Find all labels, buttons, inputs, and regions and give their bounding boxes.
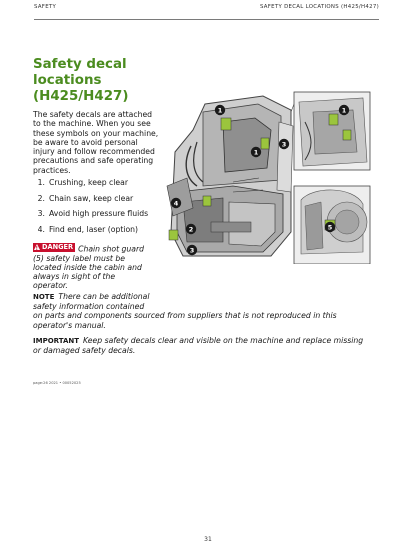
list-item-number: 3.	[37, 209, 45, 219]
intro-paragraph: The safety decals are attached to the machine. When you see these symbols on your machine, be aware to avoid personal injury and follow recommended precautions and safe operating practices.	[33, 110, 159, 175]
list-item-number: 1.	[37, 178, 45, 187]
page-number: 31	[204, 536, 212, 543]
decal-laser	[203, 196, 211, 206]
header-section: SAFETY	[34, 4, 57, 10]
decal-list	[33, 178, 163, 241]
header-topic: SAFETY DECAL LOCATIONS (H425/H427)	[259, 4, 379, 10]
list-item-number: 4.	[37, 225, 45, 235]
note-label: NOTE	[33, 293, 55, 301]
danger-notice	[33, 243, 151, 290]
decal-chain-saw	[169, 230, 178, 240]
callout-1c	[339, 105, 349, 115]
svg-text:1: 1	[341, 106, 347, 115]
danger-badge	[33, 243, 75, 252]
svg-text:2: 2	[188, 225, 194, 234]
callout-3b	[187, 245, 197, 255]
list-item-text: Avoid high pressure fluids	[49, 209, 149, 219]
document-reference: page:26 2021 • 00052025	[33, 381, 81, 385]
list-item-text: Find end, laser (option)	[49, 225, 139, 235]
note-text-part1: There can be additional safety information contained	[33, 292, 150, 312]
danger-badge-label: DANGER	[42, 242, 74, 251]
warning-triangle-icon	[34, 244, 40, 250]
callout-5	[325, 222, 335, 232]
svg-text:4: 4	[173, 199, 179, 208]
callout-1a	[215, 105, 225, 115]
callout-3a	[279, 139, 289, 149]
important-label: IMPORTANT	[33, 337, 80, 345]
list-item	[33, 178, 163, 194]
important-block	[33, 336, 373, 355]
list-item	[33, 209, 163, 225]
list-item	[33, 194, 163, 210]
header-divider	[34, 19, 379, 20]
list-item-number: 2.	[37, 193, 45, 203]
note-text-part2: on parts and components sourced from suppliers that is not reproduced in this operator's manual.	[33, 311, 337, 330]
svg-text:1: 1	[253, 148, 259, 157]
callout-4	[171, 198, 181, 208]
danger-text: Chain shot guard (5) safety label must be located inside the cabin and always in sight of the operator.	[33, 244, 145, 291]
list-item-text: Chain saw, keep clear	[49, 193, 134, 203]
svg-text:3: 3	[189, 246, 195, 255]
inset-top	[294, 92, 370, 170]
svg-text:3: 3	[281, 140, 287, 149]
note-block	[33, 292, 363, 330]
machine-illustration	[163, 82, 373, 264]
svg-text:5: 5	[327, 223, 333, 232]
callout-2	[186, 224, 196, 234]
list-item	[33, 225, 163, 241]
callout-1b	[251, 147, 261, 157]
svg-text:1: 1	[217, 106, 223, 115]
important-text: Keep safety decals clear and visible on the machine and replace missing or damaged safety decals.	[33, 336, 364, 356]
list-item-text: Crushing, keep clear	[49, 178, 128, 187]
decal-crushing-side	[261, 138, 269, 149]
page-title: Safety decal locations (H425/H427)	[33, 57, 129, 104]
decal-crushing	[221, 118, 231, 130]
